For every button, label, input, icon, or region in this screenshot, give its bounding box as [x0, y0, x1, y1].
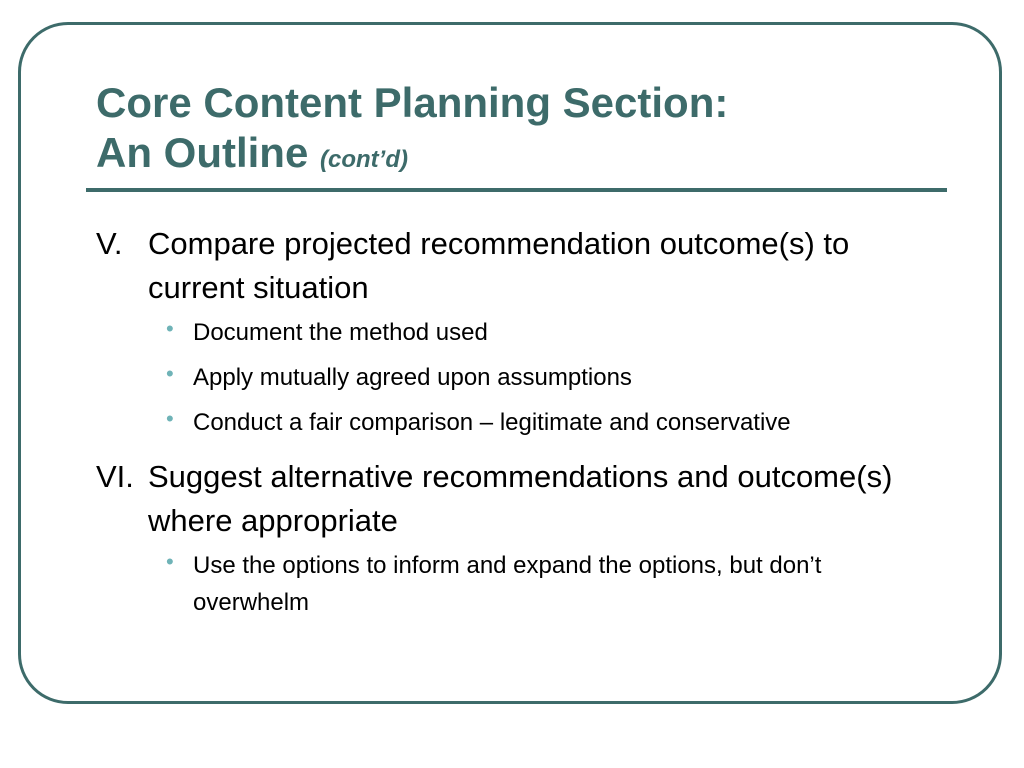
sub-bullet-item [166, 404, 896, 441]
outline-item [96, 455, 896, 543]
bullet-dot-icon: • [166, 316, 174, 341]
sub-bullet-list [96, 314, 896, 441]
outline-item-text: Compare projected recommendation outcome(s) to current situation [148, 226, 850, 305]
sub-bullet-text: Conduct a fair comparison – legitimate and conservative [193, 409, 791, 436]
slide-title [96, 78, 956, 185]
title-suffix: (cont’d) [320, 146, 408, 173]
outline-item-text: Suggest alternative recommendations and outcome(s) where appropriate [148, 459, 893, 538]
outline-item-vi [96, 455, 896, 621]
outline-item-number: V. [96, 226, 123, 261]
bullet-dot-icon: • [166, 361, 174, 386]
sub-bullet-text: Use the options to inform and expand the options, but don’t overwhelm [193, 552, 822, 616]
sub-bullet-item [166, 547, 896, 621]
sub-bullet-item [166, 359, 896, 396]
outline-body [96, 222, 896, 629]
outline-item-v [96, 222, 896, 441]
title-line-2: An Outline [96, 129, 309, 176]
outline-item [96, 222, 896, 310]
bullet-dot-icon: • [166, 406, 174, 431]
title-line-1: Core Content Planning Section: [96, 79, 729, 126]
bullet-dot-icon: • [166, 549, 174, 574]
sub-bullet-text: Apply mutually agreed upon assumptions [193, 364, 632, 391]
outline-item-number: VI. [96, 459, 134, 494]
sub-bullet-list [96, 547, 896, 621]
sub-bullet-text: Document the method used [193, 319, 488, 346]
title-divider [86, 188, 947, 192]
sub-bullet-item [166, 314, 896, 351]
